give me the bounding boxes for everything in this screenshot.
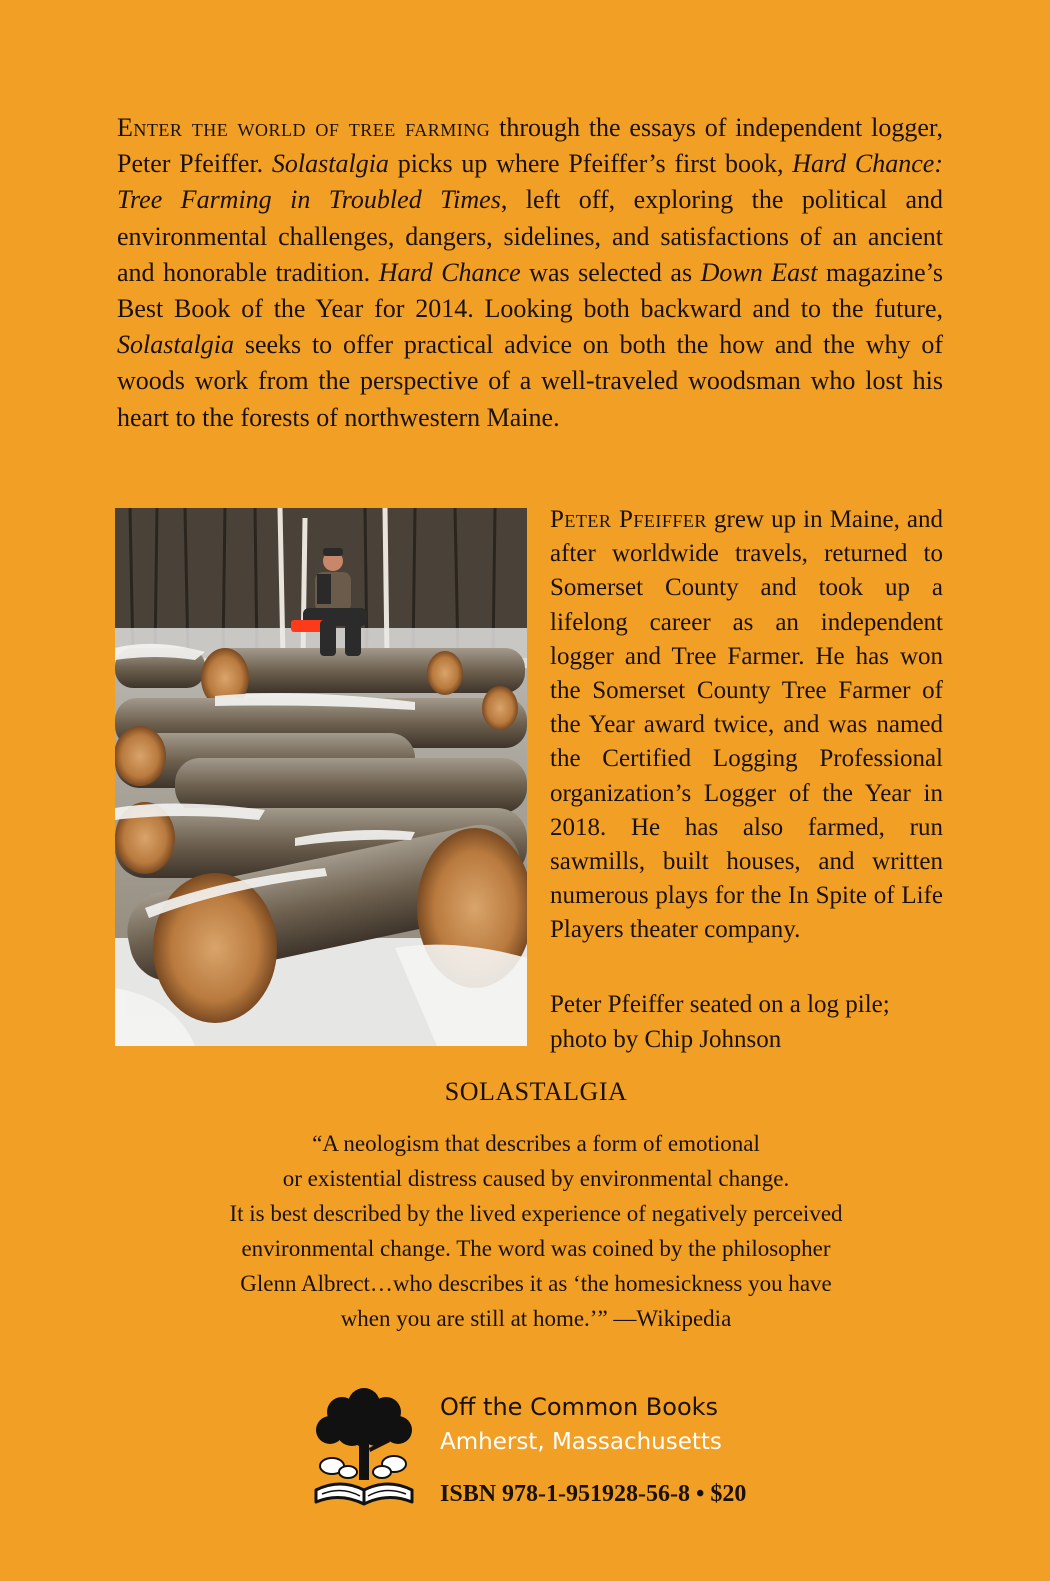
intro-text-2: picks up where Pfeiffer’s first book, <box>388 149 793 179</box>
intro-text-3: , left off, exploring the political and environmental challenges, dangers, sidelines, and satisfactions of an ancient and honorable tradition. <box>117 185 944 287</box>
quote-line: “A neologism that describes a form of emotional <box>312 1131 760 1156</box>
publisher-location: Amherst, Massachusetts <box>440 1429 722 1455</box>
book-title-hard-chance-full: Hard Chance: Tree Farming in Troubled Times <box>117 149 943 215</box>
quote-line: or existential distress caused by environmental change. <box>282 1166 790 1191</box>
author-bio <box>550 503 943 948</box>
quote-line: Glenn Albrect…who describes it as ‘the homesickness you have <box>240 1271 832 1296</box>
book-title-solastalgia: Solastalgia <box>271 149 389 179</box>
author-bio-text: grew up in Maine, and after worldwide travels, returned to Somerset County and took up a lifelong career as an independent logger and Tree Farmer. He has won the Somerset County Tree Farmer of the Year award twice, and was named the Certified Logging Professional organization’s Logger of the Year in 2018. He has also farmed, run sawmills, built houses, and written numerous plays for the In Spite of Life Players theater company. <box>550 506 943 944</box>
author-photo <box>115 508 527 1046</box>
intro-text-4: was selected as <box>520 257 701 287</box>
publisher-name: Off the Common Books <box>440 1393 719 1421</box>
definition-title: SOLASTALGIA <box>444 1077 628 1106</box>
quote-line: environmental change. The word was coined by the philosopher <box>241 1236 831 1261</box>
definition-quote <box>150 1126 922 1336</box>
author-name: Peter Pfeiffer <box>550 506 707 533</box>
intro-text-1: through the essays of independent logger, Peter Pfeiffer. <box>117 113 943 179</box>
book-title-hard-chance: Hard Chance <box>378 257 521 287</box>
tree-icon <box>312 1386 417 1509</box>
magazine-title-down-east: Down East <box>700 257 818 287</box>
intro-text-6: seeks to offer practical advice on both the how and the why of woods work from the perspective of a well-traveled woodsman who lost his heart to the forests of northwestern Maine. <box>117 330 943 432</box>
quote-line: when you are still at home.’” —Wikipedia <box>340 1306 732 1331</box>
log-pile-photo-illustration <box>115 508 527 1046</box>
photo-caption <box>550 988 943 1057</box>
isbn-price: ISBN 978-1-951928-56-8 • $20 <box>440 1481 747 1507</box>
publisher-block <box>440 1390 722 1460</box>
publisher-tree-book-logo <box>312 1386 417 1509</box>
book-icon <box>316 1484 412 1504</box>
intro-text-5: magazine’s Best Book of the Year for 2014. Looking both backward and to the future, <box>117 257 943 324</box>
intro-lead: Enter the world of tree farming <box>117 113 491 142</box>
quote-line: It is best described by the lived experience of negatively perceived <box>229 1201 843 1226</box>
caption-line-1: Peter Pfeiffer seated on a log pile; <box>550 991 890 1018</box>
intro-paragraph <box>117 110 943 436</box>
caption-line-2: photo by Chip Johnson <box>550 1025 782 1053</box>
book-title-solastalgia-2: Solastalgia <box>117 330 235 360</box>
